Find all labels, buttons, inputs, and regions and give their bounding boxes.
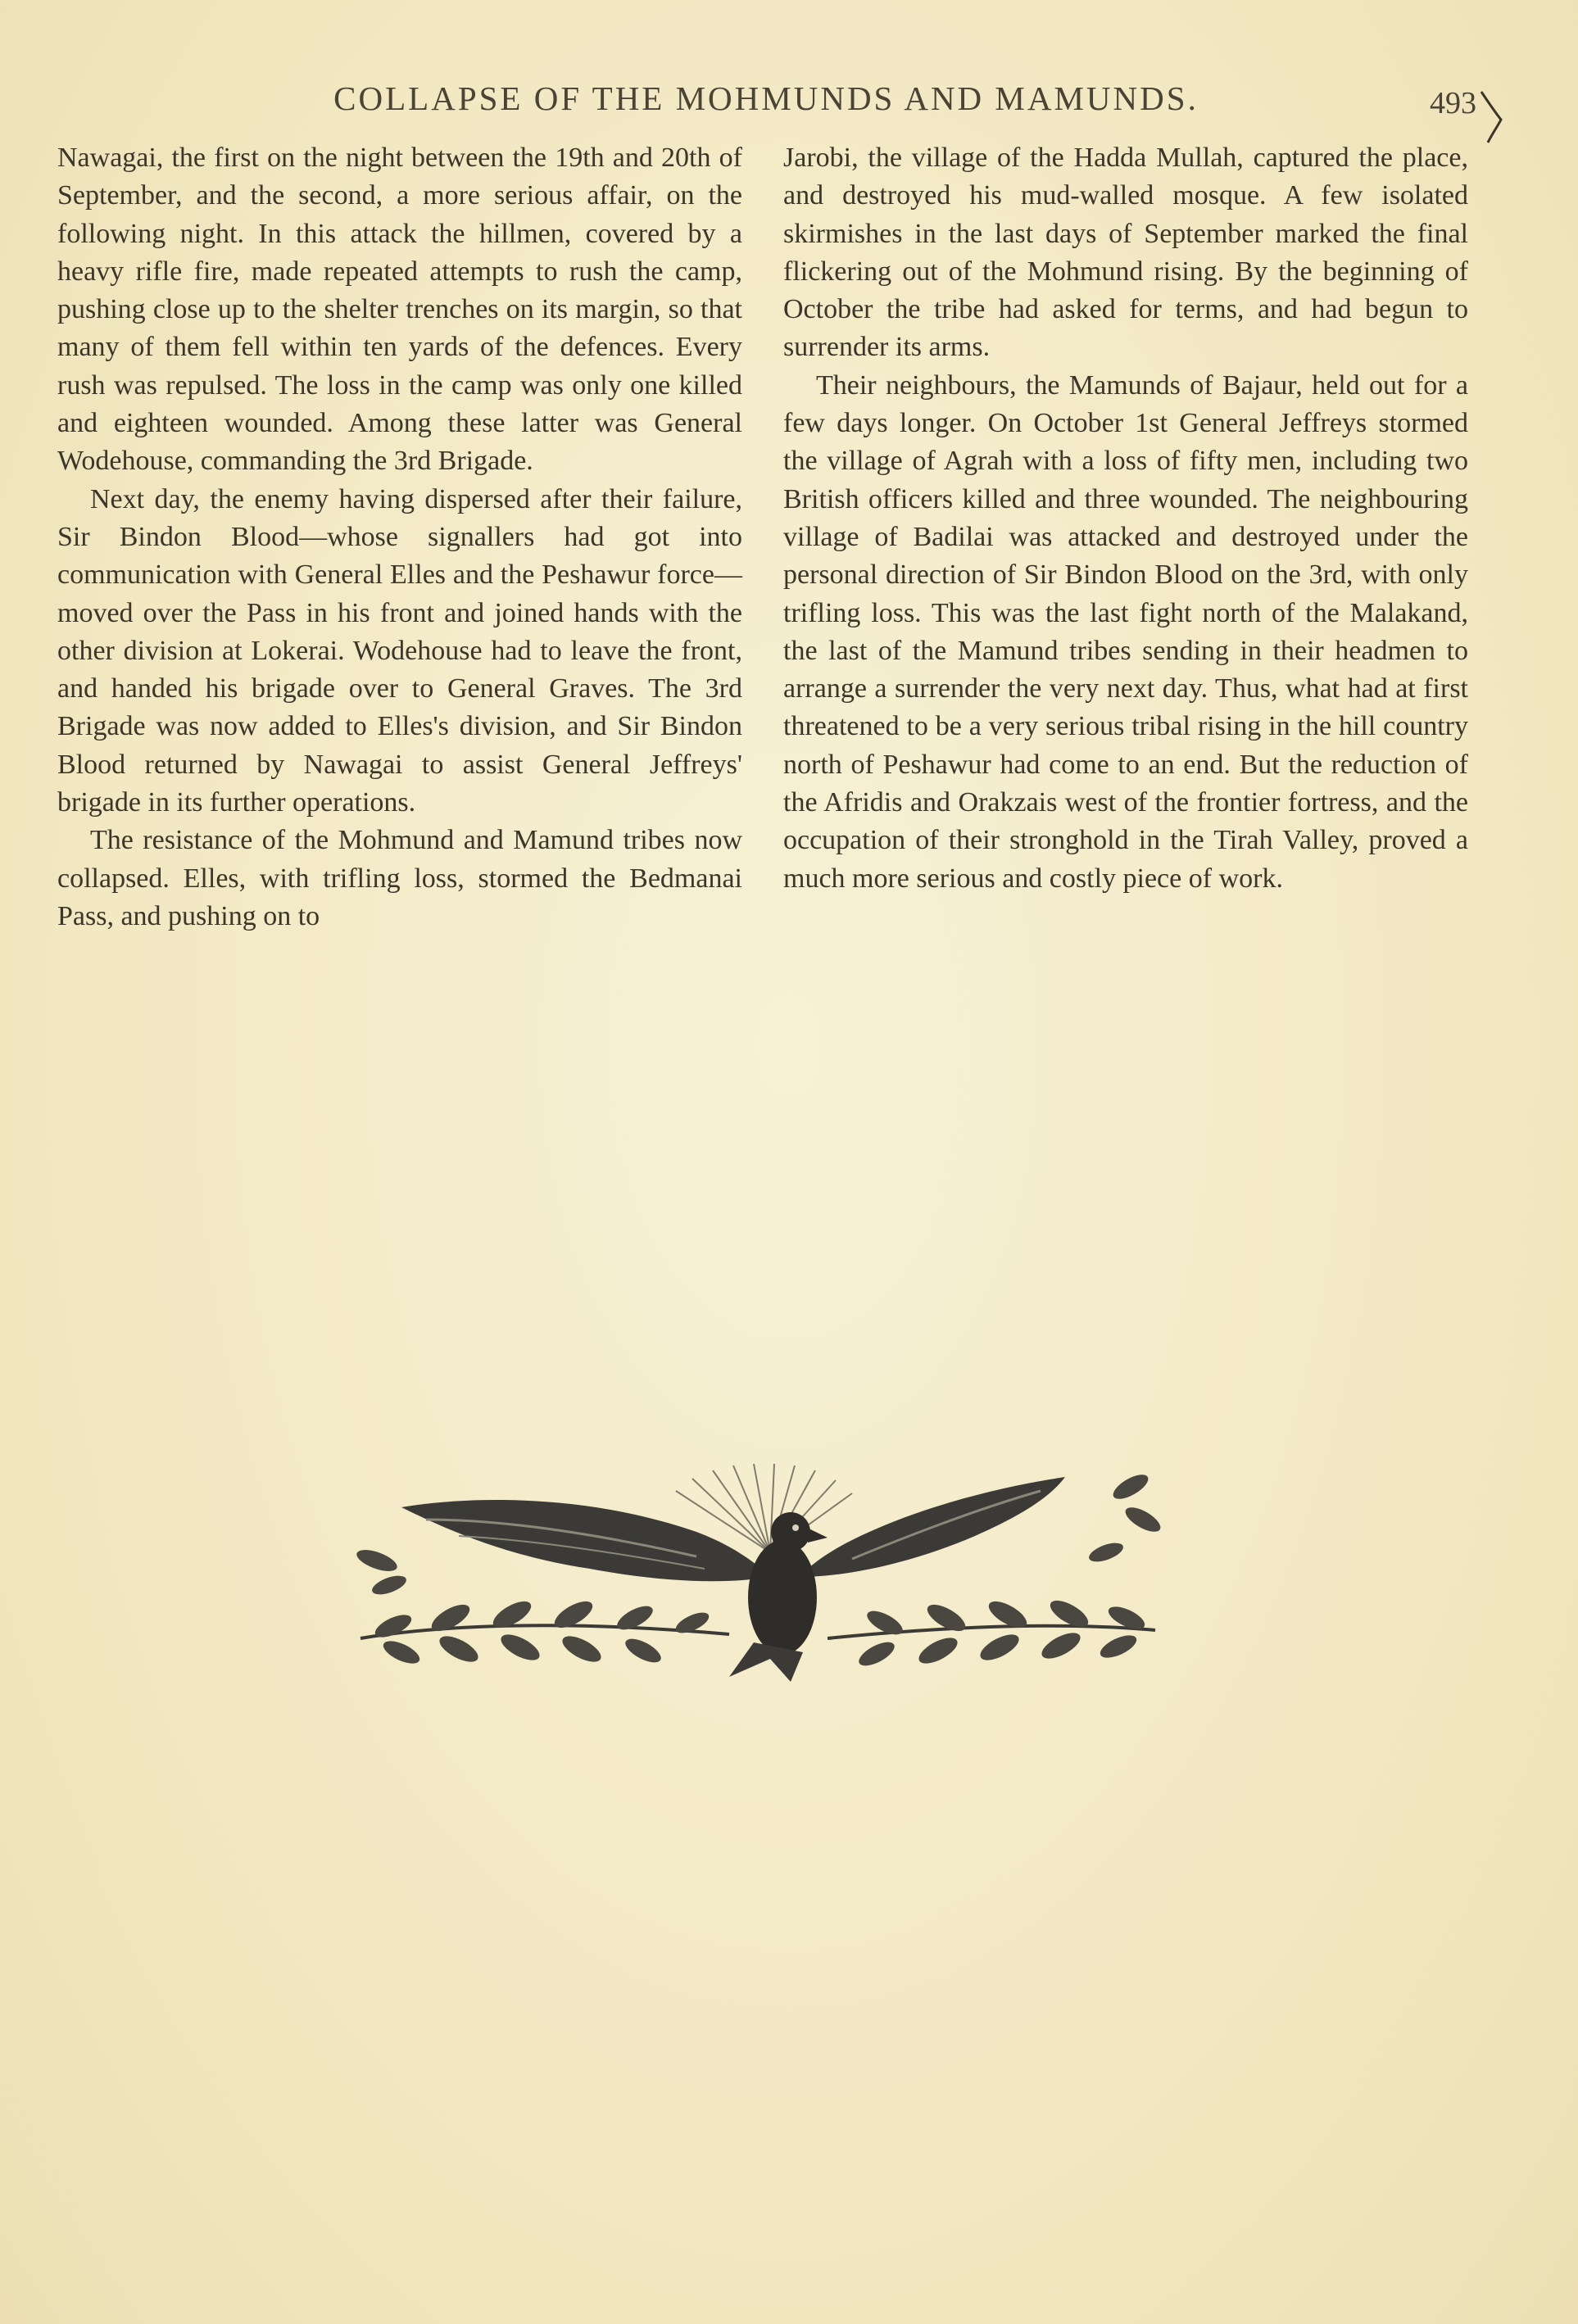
pencil-mark-icon: [1476, 90, 1509, 156]
paragraph: Their neighbours, the Mamunds of Bajaur, held out for a few days longer. On October 1st General Jeffreys stormed the village of Agrah with a loss of fifty men, including two British officers killed and three wounded. The neighbouring village of Badilai was attacked and destroyed under the personal direction of Sir Bindon Blood on the 3rd, with only trifling loss. This was the last fight north of the Malakand, the last of the Mamund tribes sending in their headmen to arrange a surrender the very next day. Thus, what had at first threatened to be a very serious tribal rising in the hill country north of Peshawur had come to an end. But the reduction of the Afridis and Orakzais west of the frontier fortress, and the occupation of their stronghold in the Tirah Valley, proved a much more serious and costly piece of work.: [783, 369, 1468, 894]
paragraph: Jarobi, the village of the Hadda Mullah, captured the place, and destroyed his mud-walled mosque. A few isolated skirmishes in the last days of September marked the final flickering out of the Mohmund rising. By the beginning of October the tribe had asked for terms, and had begun to surrender its arms.: [783, 143, 1468, 363]
eagle-with-laurel-tailpiece-icon: [344, 1462, 1172, 1688]
left-column: [57, 139, 742, 935]
running-title: COLLAPSE OF THE MOHMUNDS AND MAMUNDS.: [333, 79, 1199, 117]
page-number: 493: [1430, 86, 1476, 120]
paragraph: The resistance of the Mohmund and Mamund tribes now collapsed. Elles, with trifling loss, stormed the Bedmanai Pass, and pushing on to: [57, 825, 742, 931]
paragraph: Next day, the enemy having dispersed after their failure, Sir Bindon Blood—whose signallers had got into communication with General Elles and the Peshawur force—moved over the Pass in his front and joined hands with the other division at Lokerai. Wodehouse had to leave the front, and handed his brigade over to General Graves. The 3rd Brigade was now added to Elles's division, and Sir Bindon Blood returned by Nawagai to assist General Jeffreys' brigade in its further operations.: [57, 483, 742, 818]
right-column: [783, 139, 1468, 898]
paragraph: Nawagai, the first on the night between the 19th and 20th of September, and the second, a more serious affair, on the following night. In this attack the hillmen, covered by a heavy rifle fire, made repeated attempts to rush the camp, pushing close up to the shelter trenches on its margin, so that many of them fell within ten yards of the defences. Every rush was repulsed. The loss in the camp was only one killed and eighteen wounded. Among these latter was General Wodehouse, commanding the 3rd Brigade.: [57, 143, 742, 477]
